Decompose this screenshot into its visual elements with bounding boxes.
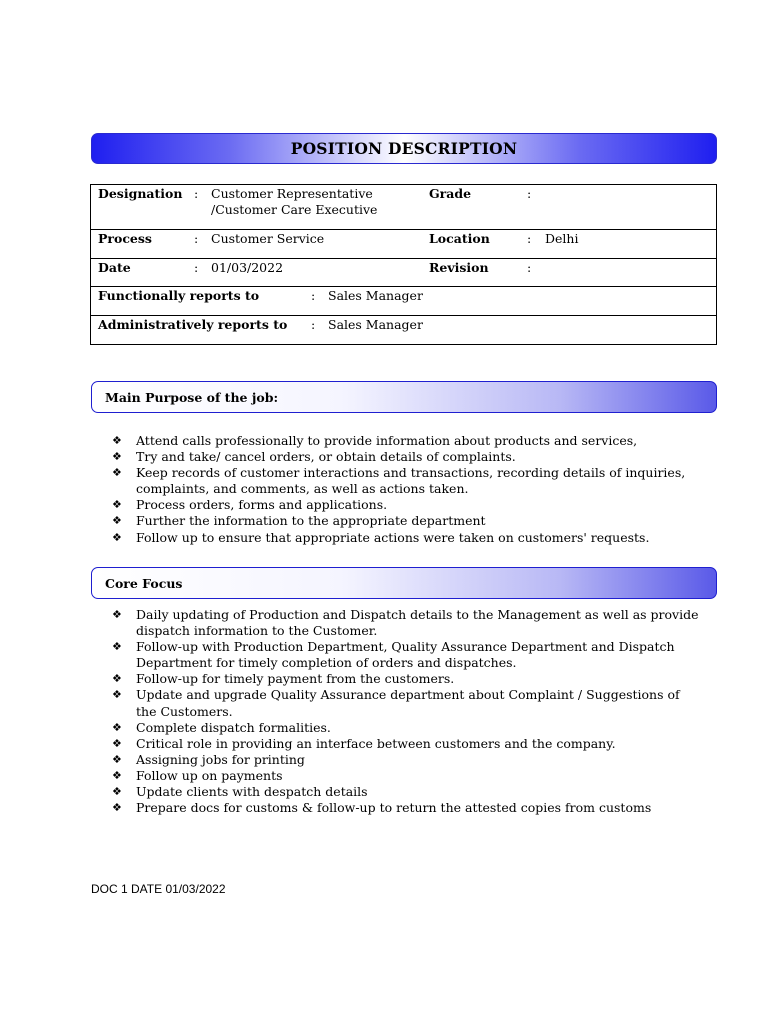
diamond-bullet-icon: ❖ bbox=[112, 466, 122, 480]
list-item: ❖ Try and take/ cancel orders, or obtain details of complaints. bbox=[112, 449, 516, 465]
document-footer: DOC 1 DATE 01/03/2022 bbox=[91, 882, 226, 896]
process-colon: : bbox=[194, 231, 199, 246]
core-focus-list bbox=[112, 607, 702, 816]
list-item: ❖ Critical role in providing an interface between customers and the company. bbox=[112, 735, 616, 751]
list-item: ❖ Follow-up with Production Department, Quality Assurance Department and Dispatch Department for timely completion of orders and dispatches. bbox=[112, 639, 675, 671]
diamond-bullet-icon: ❖ bbox=[112, 530, 122, 544]
diamond-bullet-icon: ❖ bbox=[112, 785, 122, 799]
list-item: ❖ Prepare docs for customs & follow-up to return the attested copies from customs bbox=[112, 800, 652, 816]
list-item: ❖ Daily updating of Production and Dispatch details to the Management as well as provide dispatch information to the Customer. bbox=[112, 607, 699, 639]
diamond-bullet-icon: ❖ bbox=[112, 768, 122, 782]
main-purpose-list bbox=[112, 433, 702, 546]
date-label: Date bbox=[98, 259, 131, 275]
diamond-bullet-icon: ❖ bbox=[112, 752, 122, 766]
date-value: 01/03/2022 bbox=[211, 259, 284, 275]
diamond-bullet-icon: ❖ bbox=[112, 608, 122, 621]
list-item: ❖ Update and upgrade Quality Assurance department about Complaint / Suggestions of the Customers. bbox=[112, 687, 680, 719]
process-label: Process bbox=[98, 231, 152, 246]
info-row-functional-report bbox=[91, 287, 716, 316]
functionally-reports-value: Sales Manager bbox=[328, 288, 423, 303]
list-item: ❖ Complete dispatch formalities. bbox=[112, 719, 331, 735]
process-value: Customer Service bbox=[211, 231, 325, 246]
list-item: ❖ Process orders, forms and applications. bbox=[112, 497, 388, 513]
diamond-bullet-icon: ❖ bbox=[112, 450, 122, 464]
designation-colon: : bbox=[194, 186, 199, 201]
location-colon: : bbox=[527, 231, 532, 246]
grade-label: Grade bbox=[429, 186, 472, 201]
designation-value-line-2: /Customer Care Executive bbox=[211, 202, 378, 217]
list-item: ❖ Further the information to the appropriate department bbox=[112, 513, 486, 529]
diamond-bullet-icon: ❖ bbox=[112, 640, 122, 654]
diamond-bullet-icon: ❖ bbox=[112, 720, 122, 734]
administratively-reports-colon: : bbox=[311, 316, 316, 332]
core-focus-header bbox=[91, 567, 717, 599]
location-value: Delhi bbox=[545, 231, 579, 246]
diamond-bullet-icon: ❖ bbox=[112, 672, 122, 686]
main-purpose-heading: Main Purpose of the job: bbox=[105, 389, 279, 405]
diamond-bullet-icon: ❖ bbox=[112, 514, 122, 528]
info-row-administrative-report bbox=[91, 316, 716, 345]
list-item: ❖ Assigning jobs for printing bbox=[112, 751, 305, 767]
list-item: ❖ Attend calls professionally to provide information about products and services, bbox=[112, 433, 638, 448]
diamond-bullet-icon: ❖ bbox=[112, 434, 122, 447]
diamond-bullet-icon: ❖ bbox=[112, 736, 122, 750]
designation-value-line-1: Customer Representative bbox=[211, 186, 373, 201]
grade-colon: : bbox=[527, 186, 532, 201]
info-row-process bbox=[91, 230, 716, 259]
date-colon: : bbox=[194, 259, 199, 275]
functionally-reports-colon: : bbox=[311, 288, 316, 303]
main-purpose-header bbox=[91, 381, 717, 413]
list-item: ❖ Follow-up for timely payment from the customers. bbox=[112, 671, 455, 687]
administratively-reports-value: Sales Manager bbox=[328, 316, 423, 332]
page-title: POSITION DESCRIPTION bbox=[290, 139, 518, 158]
list-item: ❖ Follow up on payments bbox=[112, 767, 283, 783]
info-row-date bbox=[91, 259, 716, 288]
list-item: ❖ Keep records of customer interactions and transactions, recording details of inquiries, complaints, and comments, as well as actions taken. bbox=[112, 465, 686, 497]
revision-colon: : bbox=[527, 259, 532, 275]
designation-label: Designation bbox=[98, 186, 183, 201]
list-item: ❖ Update clients with despatch details bbox=[112, 784, 368, 800]
position-info-table bbox=[90, 184, 717, 345]
position-description-header bbox=[91, 133, 717, 164]
administratively-reports-label: Administratively reports to bbox=[98, 316, 288, 332]
diamond-bullet-icon: ❖ bbox=[112, 688, 122, 702]
core-focus-heading: Core Focus bbox=[105, 575, 183, 591]
functionally-reports-label: Functionally reports to bbox=[98, 288, 260, 303]
diamond-bullet-icon: ❖ bbox=[112, 498, 122, 512]
revision-label: Revision bbox=[429, 259, 489, 275]
location-label: Location bbox=[429, 231, 490, 246]
info-row-designation bbox=[91, 185, 716, 230]
diamond-bullet-icon: ❖ bbox=[112, 801, 122, 815]
list-item: ❖ Follow up to ensure that appropriate actions were taken on customers' requests. bbox=[112, 529, 650, 545]
